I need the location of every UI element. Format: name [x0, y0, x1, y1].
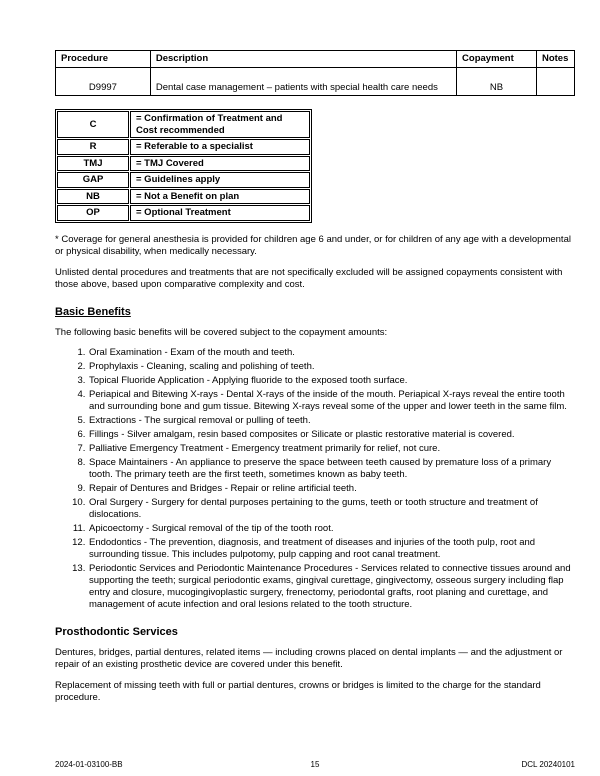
legend-code: OP: [57, 205, 129, 221]
cell-notes: [536, 68, 574, 96]
procedure-table: [55, 50, 575, 96]
col-header-description: Description: [150, 51, 456, 68]
legend-code: R: [57, 139, 129, 155]
legend-row: [57, 111, 310, 138]
legend-code: NB: [57, 189, 129, 205]
list-item: 7. Palliative Emergency Treatment - Emergency treatment primarily for relief, not cure.: [88, 443, 575, 455]
footer-document-code: 2024-01-03100-BB: [55, 760, 123, 769]
legend-meaning: = Referable to a specialist: [130, 139, 310, 155]
cell-description: Dental case management – patients with special health care needs: [150, 68, 456, 96]
page-footer: [55, 758, 575, 769]
list-item: 1. Oral Examination - Exam of the mouth and teeth.: [88, 347, 575, 359]
list-item: 8. Space Maintainers - An appliance to preserve the space between teeth caused by premature loss of a primary tooth. The primary teeth are the first teeth, sometimes known as baby teeth.: [88, 457, 575, 481]
list-item: 11. Apicoectomy - Surgical removal of the tip of the tooth root.: [88, 523, 575, 535]
legend-code: TMJ: [57, 156, 129, 172]
footer-revision-code: DCL 20240101: [521, 760, 575, 769]
list-item: 5. Extractions - The surgical removal or pulling of teeth.: [88, 415, 575, 427]
legend-meaning: = Optional Treatment: [130, 205, 310, 221]
basic-benefits-intro: The following basic benefits will be covered subject to the copayment amounts:: [55, 326, 388, 338]
legend-row: [57, 205, 310, 221]
list-item: 9. Repair of Dentures and Bridges - Repair or reline artificial teeth.: [88, 483, 575, 495]
prosthodontic-para-1: Dentures, bridges, partial dentures, related items — including crowns placed on dental implants — and the adjustment or repair of an existing prosthetic device are covered under this benefit.: [55, 646, 563, 670]
table-row: [56, 68, 575, 96]
legend-row: [57, 156, 310, 172]
col-header-notes: Notes: [536, 51, 574, 68]
list-item: 12. Endodontics - The prevention, diagnosis, and treatment of diseases and injuries of the tooth pulp, root and surrounding tissue. This includes pulpotomy, pulp capping and root canal treatment.: [88, 537, 575, 561]
prosthodontic-para-2: Replacement of missing teeth with full or partial dentures, crowns or bridges is limited to the charge for the standard procedure.: [55, 679, 541, 703]
list-item: 6. Fillings - Silver amalgam, resin based composites or Silicate or plastic restorative material is covered.: [88, 429, 575, 441]
prosthodontic-services-heading: Prosthodontic Services: [55, 625, 178, 638]
list-item: 3. Topical Fluoride Application - Applying fluoride to the exposed tooth surface.: [88, 375, 575, 387]
legend-table: [55, 109, 312, 223]
col-header-copayment: Copayment: [457, 51, 537, 68]
legend-code: GAP: [57, 172, 129, 188]
list-item: 2. Prophylaxis - Cleaning, scaling and polishing of teeth.: [88, 361, 575, 373]
footer-page-number: 15: [310, 760, 320, 769]
legend-row: [57, 139, 310, 155]
legend-row: [57, 172, 310, 188]
col-header-procedure: Procedure: [56, 51, 151, 68]
cell-procedure-code: D9997: [56, 68, 151, 96]
procedure-table-header-row: [56, 51, 575, 68]
list-item: 10. Oral Surgery - Surgery for dental purposes pertaining to the gums, teeth or tooth structure and treatment of dislocations.: [88, 497, 575, 521]
unlisted-procedures-note: Unlisted dental procedures and treatments that are not specifically excluded will be assigned copayments consistent with those above, based upon comparative complexity and cost.: [55, 266, 563, 290]
anesthesia-footnote: * Coverage for general anesthesia is provided for children age 6 and under, or for children of any age with a developmental or physical disability, when medically necessary.: [55, 233, 571, 257]
legend-meaning: = TMJ Covered: [130, 156, 310, 172]
list-item: 4. Periapical and Bitewing X-rays - Dental X-rays of the inside of the mouth. Periapical X-rays reveal the entire tooth and surrounding bone and gum tissue. Bitewing X-rays reveal some of the upper and lower teeth in the same film.: [88, 389, 575, 413]
legend-meaning: = Not a Benefit on plan: [130, 189, 310, 205]
legend-meaning: = Guidelines apply: [130, 172, 310, 188]
cell-copayment: NB: [457, 68, 537, 96]
legend-meaning: = Confirmation of Treatment and Cost recommended: [130, 111, 310, 138]
basic-benefits-heading: Basic Benefits: [55, 305, 131, 318]
basic-benefits-list: [55, 347, 575, 611]
legend-row: [57, 189, 310, 205]
legend-code: C: [57, 111, 129, 138]
list-item: 13. Periodontic Services and Periodontic Maintenance Procedures - Services related to connective tissues around and supporting the teeth; surgical periodontic exams, gingival curettage, gingivectomy, osseous surgery including flap entry and closure, mucogingivoplastic surgery, frenectomy, periodontal grafts, root planing and curettage, and management of acute infection and oral lesions related to the tooth structure.: [88, 563, 575, 611]
